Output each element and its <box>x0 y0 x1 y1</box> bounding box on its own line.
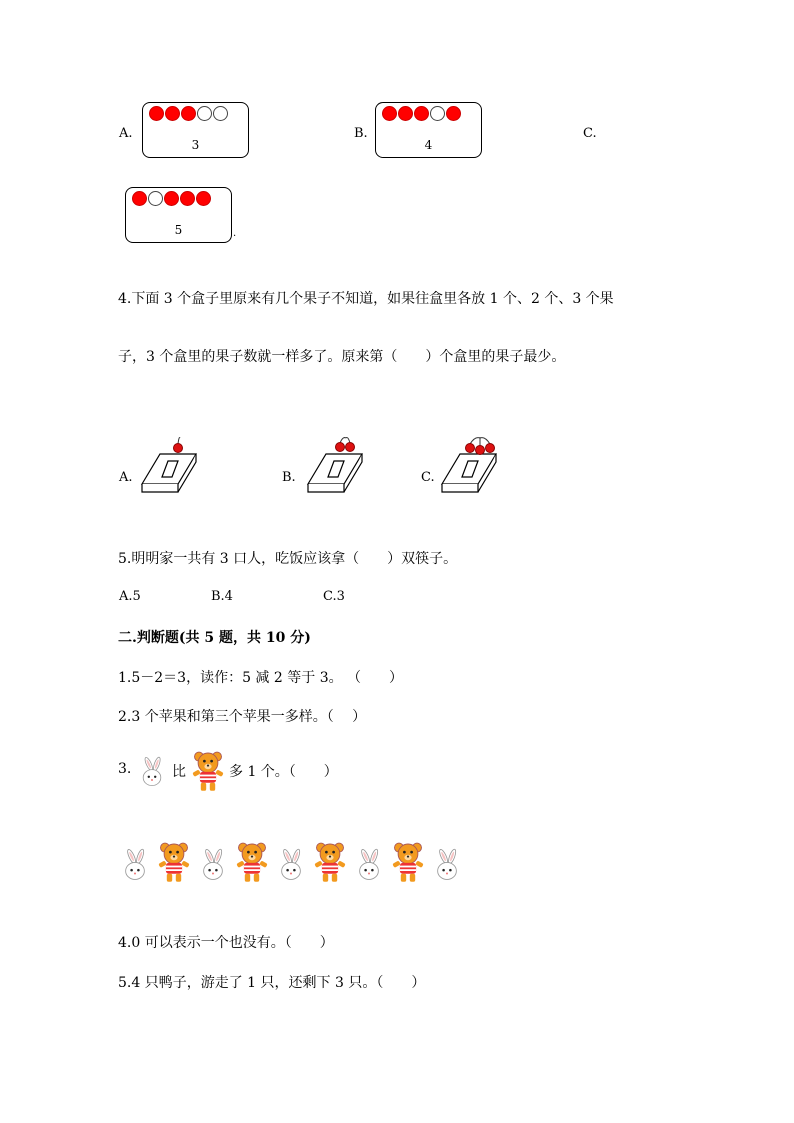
red-dot <box>149 106 164 121</box>
bear-icon <box>156 838 192 890</box>
item-3-tail: 多 1 个。（ ） <box>229 764 338 780</box>
red-dot <box>446 106 461 121</box>
bear-icon <box>234 838 270 890</box>
red-dot <box>414 106 429 121</box>
cherry-stem <box>470 438 480 444</box>
animal-row <box>118 838 478 894</box>
box-with-three-cherries-icon <box>438 428 504 500</box>
dot-frame <box>375 102 482 158</box>
option-label: C. <box>583 126 597 141</box>
red-dot <box>164 191 179 206</box>
bear-icon <box>390 838 426 890</box>
box-with-cherry-icon <box>138 428 204 500</box>
question-5: 5.明明家一共有 3 口人，吃饭应该拿（ ）双筷子。 <box>118 551 458 567</box>
judge-item-4: 4.0 可以表示一个也没有。（ ） <box>118 935 334 951</box>
dot-frame <box>142 102 249 158</box>
red-dot <box>165 106 180 121</box>
empty-dot <box>197 106 212 121</box>
rabbit-icon <box>274 848 308 886</box>
red-dot <box>382 106 397 121</box>
empty-dot <box>213 106 228 121</box>
cherry-icon <box>346 443 355 452</box>
question-4-line-2: 子，3 个盒里的果子数就一样多了。原来第（ ）个盒里的果子最少。 <box>118 349 566 365</box>
box-number: 5 <box>174 223 183 237</box>
red-dot <box>180 191 195 206</box>
dot-frame <box>125 187 232 243</box>
box-number: 3 <box>191 138 200 152</box>
red-dot <box>196 191 211 206</box>
rabbit-icon <box>136 756 168 792</box>
box-with-cherries-icon <box>304 428 370 500</box>
red-dot <box>181 106 196 121</box>
judge-item-1: 1.5－2＝3，读作：5 减 2 等于 3。 （ ） <box>118 670 404 686</box>
cherry-icon <box>486 444 495 453</box>
dot-row <box>149 106 228 121</box>
bear-icon <box>312 838 348 890</box>
rabbit-icon <box>430 848 464 886</box>
dot-row <box>132 191 211 206</box>
trailing-dot: . <box>233 228 237 239</box>
option-label: B. <box>354 126 368 141</box>
section-heading: 二.判断题(共 5 题，共 10 分) <box>118 630 311 646</box>
cherry-icon <box>476 446 485 455</box>
q5-option-c: C.3 <box>323 589 345 604</box>
option-label: A. <box>119 126 133 141</box>
option-label: C. <box>421 470 435 485</box>
empty-dot <box>148 191 163 206</box>
rabbit-icon <box>118 848 152 886</box>
question-4-line-1: 4.下面 3 个盒子里原来有几个果子不知道，如果往盒里各放 1 个、2 个、3 个果 <box>118 291 614 307</box>
empty-dot <box>430 106 445 121</box>
box-number: 4 <box>424 138 433 152</box>
dot-row <box>382 106 461 121</box>
option-label: A. <box>119 470 133 485</box>
cherry-icon <box>466 444 475 453</box>
bear-icon <box>190 748 226 798</box>
cherry-icon <box>336 443 345 452</box>
judge-item-2: 2.3 个苹果和第三个苹果一多样。（ ） <box>118 709 367 725</box>
rabbit-icon <box>352 848 386 886</box>
item-number: 3. <box>118 761 132 777</box>
judge-item-5: 5.4 只鸭子，游走了 1 只，还剩下 3 只。（ ） <box>118 975 426 991</box>
cherry-icon <box>174 444 183 453</box>
compare-word: 比 <box>172 764 186 780</box>
option-label: B. <box>282 470 296 485</box>
red-dot <box>398 106 413 121</box>
q5-option-b: B.4 <box>211 589 233 604</box>
q5-option-a: A.5 <box>119 589 141 604</box>
cherry-stem <box>480 438 490 444</box>
rabbit-icon <box>196 848 230 886</box>
red-dot <box>132 191 147 206</box>
